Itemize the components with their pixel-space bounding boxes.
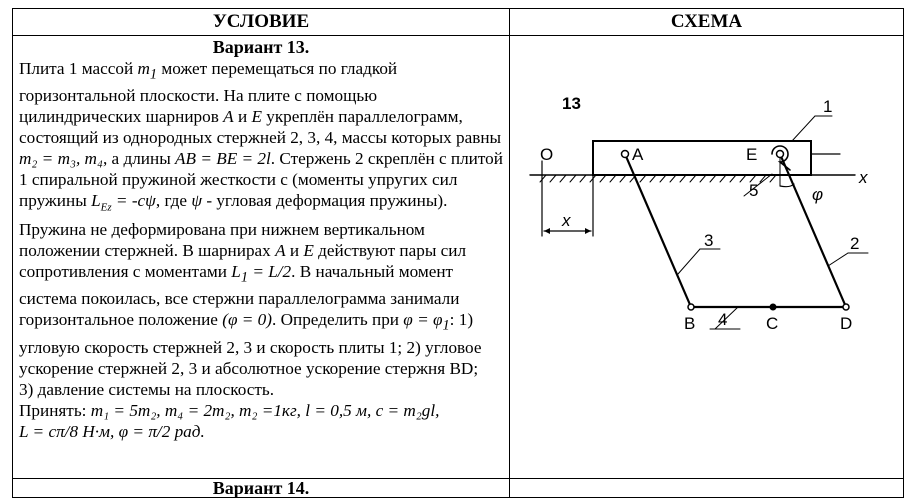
rod-3	[625, 154, 691, 307]
math-values: m₁ = 5m₂, m₄ = 2m₂, m₂ =1кг, l = 0,5 м, c = m₂gl,	[90, 400, 440, 420]
ground-hatching	[540, 175, 776, 182]
label-spring-5: 5	[749, 181, 759, 200]
math-psi: ψ	[191, 191, 203, 211]
header-row	[13, 9, 904, 36]
condition-text: Плита 1 массой $m_1$ может перемещаться по гладкой горизонтальной плоскости. На плите с помощью цилиндрических шарниров A и E укреплён параллелограмм, состоящий из однородных стержней 2, 3, 4, массы которых равны m₂ = m₃, m₄, а длины AB = BE = 2l. Стержень 2 скреплён с плитой 1 спиральной пружиной жесткости c (моменты упругих сил пружины $L_{Ez} = -c\psi$, где ψ - угловая деформация пружины). Пружина не деформирована при нижнем вертикальном положении стержней. В шарнирах A и E действуют пары сил сопротивления с моментами $L_1 = L/2$. В начальный момент система покоилась, все стержни параллелограмма занимали горизонтальное положение (φ = 0). Определить при $\varphi = \varphi_1$: 1) угловую скорость стержней 2, 3 и скорость плиты 1; 2) угловое ускорение стержней 2, 3 и абсолютное ускорение стержня BD; 3) давление системы на плоскость. Принять: m₁ = 5m₂, m₄ = 2m₂, m₂ =1кг, l = 0,5 м, c = m₂gl, L = cπ/8 Н·м, φ = π/2 рад.	[19, 59, 503, 441]
math-lengths: AB = BE = 2l	[175, 149, 271, 169]
task-table	[12, 8, 904, 498]
label-x-dist: x	[562, 211, 571, 230]
text-part: действуют пары сил сопротивления с моментами	[19, 240, 467, 281]
hinge-E	[777, 151, 784, 158]
math-m1: $m_1$	[137, 59, 158, 83]
text-part: . Стержень 2 скреплён с плитой 1 спиральной пружиной жесткости c (моменты упругих сил пружины	[19, 149, 503, 211]
header-scheme: СХЕМА	[510, 9, 904, 36]
leader-3	[678, 249, 700, 274]
text-part: 3) давление системы на плоскость.	[19, 379, 275, 399]
label-A: A	[632, 145, 644, 164]
scheme-cell	[510, 36, 904, 479]
label-x-axis: x	[859, 168, 868, 187]
rod-2	[780, 154, 846, 307]
leader-1	[792, 116, 815, 141]
next-scheme-cell	[510, 479, 904, 498]
math-phi1: $\varphi = \varphi_1$	[403, 310, 450, 334]
leader-2	[828, 253, 848, 266]
label-rod-2: 2	[850, 234, 860, 253]
variant-title: Вариант 13.	[212, 37, 310, 57]
text-part: . В начальный момент система покоилась, все стержни параллелограмма занимали горизонтальное положение	[19, 261, 460, 330]
text-part: - угловая деформация пружины). Пружина не деформирована при нижнем вертикальном положении стержней. В шарнирах	[19, 191, 448, 260]
math-values: L = cπ/8 Н·м, φ = π/2 рад.	[19, 421, 205, 441]
text-part: Плита 1 массой	[19, 59, 138, 78]
hinge-B	[688, 304, 694, 310]
math-masses: m₂ = m₃, m₄	[19, 149, 103, 169]
math-eq: = L/2	[248, 261, 292, 281]
label-plate-1: 1	[823, 97, 833, 116]
variant-row	[13, 36, 904, 479]
label-B: B	[684, 314, 696, 333]
math-A: A	[223, 107, 234, 127]
label-E: E	[746, 145, 758, 164]
text-part: . Определить при	[272, 310, 404, 330]
next-variant-row	[13, 479, 904, 498]
label-rod-3: 3	[704, 231, 714, 250]
text-part: укреплён параллелограмм, состоящий из однородных стержней 2, 3, 4, массы которых равны	[19, 107, 502, 148]
text-part: Принять:	[19, 400, 91, 420]
label-D: D	[840, 314, 853, 333]
phi-arc	[780, 184, 794, 187]
mechanism-diagram	[510, 36, 903, 473]
math-phi0: (φ = 0)	[222, 310, 272, 330]
math-E: E	[251, 107, 262, 127]
condition-cell	[13, 36, 510, 479]
math-LEz: $L_{Ez}$	[91, 191, 112, 214]
label-O: O	[540, 145, 554, 164]
variant-number: 13	[562, 94, 581, 113]
next-variant-cell	[13, 479, 510, 498]
text-part: : 1) угловую скорость стержней 2, 3 и скорость плиты 1; 2) угловое ускорение стержней 2, 3 и абсолютное ускорение стержня BD;	[19, 310, 482, 378]
header-condition: УСЛОВИЕ	[13, 9, 510, 36]
math-eq: = -cψ	[111, 191, 156, 211]
hinge-A	[622, 151, 629, 158]
hinge-D	[843, 304, 849, 310]
math-A: A	[275, 240, 286, 260]
point-C	[770, 304, 776, 310]
math-L1: $L_1$	[231, 261, 249, 286]
label-C: C	[766, 314, 779, 333]
next-variant-title: Вариант 14.	[212, 478, 310, 498]
text-part: может перемещаться по гладкой горизонтальной плоскости. На плите с помощью цилиндрических шарниров	[19, 59, 398, 127]
math-E: E	[303, 240, 314, 260]
label-phi: φ	[812, 185, 824, 204]
label-rod-4: 4	[718, 310, 728, 329]
